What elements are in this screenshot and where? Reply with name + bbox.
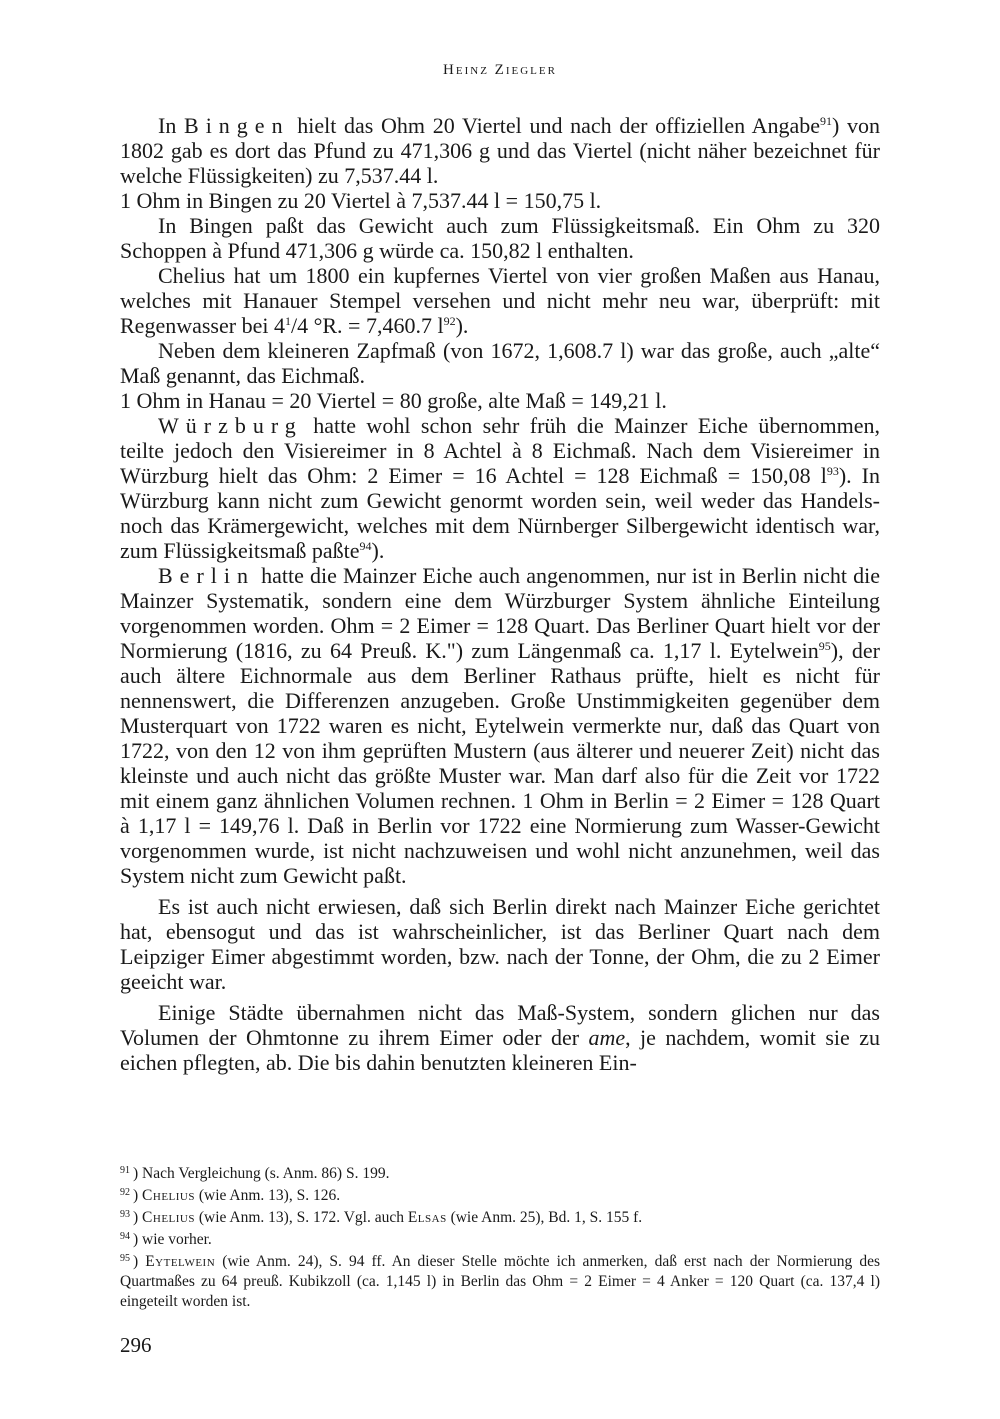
text-run: ). In Würzburg kann nicht zum Gewicht genormt worden sein, weil weder das Handels- noch das Krämergewicht, welches mit dem Nürnberger Silbergewicht identisch war, zum Flüssigkeitsmaß paßte (120, 463, 880, 563)
text-run: °R. = 7,460.7 l (308, 313, 444, 338)
text-run: , je nachdem, womit sie zu eichen pflegten, ab. Die bis dahin benutzten kleineren Ein- (120, 1025, 880, 1075)
paragraph-zapfmass: Neben dem kleineren Zapfmaß (von 1672, 1,608.7 l) war das große, auch „alte“ Maß genannt, das Eichmaß. (120, 338, 880, 388)
footnote-ref-95: 95 (818, 639, 831, 653)
text-run: Einige Städte übernahmen nicht das Maß-System, sondern glichen nur das Volumen der Ohmtonne zu ihrem Eimer oder der (120, 1000, 880, 1050)
paragraph-bingen-weight: In Bingen paßt das Gewicht auch zum Flüssigkeitsmaß. Ein Ohm zu 320 Schoppen à Pfund 471,306 g würde ca. 150,82 l enthalten. (120, 213, 880, 263)
text-run: ). (455, 313, 469, 338)
text-run: hielt das Ohm 20 Viertel und nach der offiziellen Angabe (289, 113, 820, 138)
footnote-author: Chelius (142, 1187, 195, 1204)
term-ame: ame (588, 1025, 626, 1050)
fraction-denominator: /4 (290, 313, 309, 338)
paragraph-bingen (120, 113, 880, 188)
footnote-93: $^{93}$ ) Chelius (wie Anm. 13), S. 172. Vgl. auch Elsas (wie Anm. 25), Bd. 1, S. 155 f. (120, 1209, 643, 1226)
text-run: ) von 1802 gab es dort das Pfund zu 471,306 g und das Viertel (nicht näher bezeichnet für welche Flüssigkeiten) zu 7,537.44 l. (120, 113, 881, 188)
footnote-author: Chelius (142, 1209, 195, 1226)
place-name-bingen: Bingen (184, 113, 290, 138)
paragraph-wuerzburg (120, 413, 880, 563)
footnote-text: (wie Anm. 13), S. 172. Vgl. auch (195, 1209, 408, 1226)
footnote-91 (120, 1164, 880, 1184)
footnotes (120, 1164, 880, 1314)
paragraph-berlin (120, 563, 880, 888)
text-run: In (158, 113, 185, 138)
paragraph-ohmtonne (120, 1000, 880, 1075)
footnote-author: Elsas (407, 1209, 447, 1226)
page-number: 296 (120, 1333, 152, 1357)
footnote-ref-93: 93 (826, 464, 839, 478)
footnote-ref-94: 94 (359, 539, 372, 553)
footnote-92: $^{92}$ ) Chelius (wie Anm. 13), S. 126. (120, 1187, 341, 1204)
footnote-ref-92: 92 (443, 314, 456, 328)
footnote-mark: 95 (120, 1253, 130, 1264)
footnote-text: (wie Anm. 13), S. 126. (195, 1187, 341, 1204)
footnote-text: (wie Anm. 24), S. 94 ff. An dieser Stelle möchte ich anmerken, daß erst nach der Normierung des Quartmaßes zu 64 preuß. Kubikzoll (ca. 1,145 l) in Berlin das Ohm = 2 Eimer = 4 Anker = 120 Quart (ca. 137,4 l) eingeteilt worden ist. (120, 1253, 880, 1310)
fraction-numerator: 1 (284, 314, 291, 328)
footnote-95: $^{95}$ ) Eytelwein (wie Anm. 24), S. 94 ff. An dieser Stelle möchte ich anmerken, daß erst nach der Normierung des Quartmaßes zu 64 preuß. Kubikzoll (ca. 1,145 l) in Berlin das Ohm = 2 Eimer = 4 Anker = 120 Quart (ca. 137,4 l) eingeteilt worden ist. (120, 1253, 880, 1310)
text-run: ), der auch ältere Eichnormale aus dem Berliner Rathaus prüfte, hielt es nicht für nennenswert, die Differenzen anzugeben. Große Unstimmigkeiten gegenüber dem Musterquart von 1722 waren es nicht, Eytelwein vermerkte nur, daß das Quart von 1722, von den 12 von ihm geprüften Mustern (aus älterer und neuerer Zeit) nicht das kleinste und auch nicht das größte Muster war. Man darf also für die Zeit vor 1722 mit einem ganz ähnlichen Volumen rechnen. 1 Ohm in Berlin = 2 Eimer = 128 Quart à 1,17 l = 149,76 l. Daß in Berlin vor 1722 eine Normierung zum Wasser-Gewicht vorgenommen wurde, ist nicht nachzuweisen und wohl nicht anzunehmen, weil das System nicht zum Gewicht paßt. (120, 638, 880, 888)
body-text (120, 113, 880, 1075)
footnote-text: ) wie vorher. (133, 1231, 212, 1248)
footnote-mark: 91 (120, 1165, 130, 1176)
footnote-mark: 92 (120, 1187, 130, 1198)
place-name-wuerzburg: Würzburg (158, 413, 303, 438)
footnote-text: (wie Anm. 25), Bd. 1, S. 155 f. (446, 1209, 643, 1226)
paragraph-bingen-ohm: 1 Ohm in Bingen zu 20 Viertel à 7,537.44 l = 150,75 l. (120, 188, 602, 213)
text-run: hatte die Mainzer Eiche auch angenommen, nur ist in Berlin nicht die Mainzer Systematik, sondern eine dem Würzburger System ähnliche Einteilung vorgenommen worden. Ohm = 2 Eimer = 128 Quart. Das Berliner Quart hielt vor der Normierung (1816, zu 64 Preuß. K.") zum Längenmaß ca. 1,17 l. Eytelwein (120, 563, 880, 663)
place-name-berlin: Berlin (158, 563, 255, 588)
footnote-ref-91: 91 (820, 114, 832, 128)
footnote-mark: 94 (120, 1231, 130, 1242)
text-run: Chelius hat um 1800 ein kupfernes Viertel von vier großen Maßen aus Hanau, welches mit Hanauer Stempel versehen und nicht mehr neu war, überprüft: mit Regenwasser bei 4 (120, 263, 880, 338)
text-run: ). (371, 538, 385, 563)
paragraph-chelius (120, 263, 880, 338)
footnote-author: Eytelwein (145, 1253, 216, 1270)
footnote-text: ) Nach Vergleichung (s. Anm. 86) S. 199. (133, 1165, 390, 1182)
footnote-mark: 93 (120, 1209, 130, 1220)
footnote-94 (120, 1230, 880, 1250)
text-run: hatte wohl schon sehr früh die Mainzer Eiche übernommen, teilte jedoch den Visiereimer in 8 Achtel à 8 Eichmaß. Nach dem Visiereimer in Würzburg hielt das Ohm: 2 Eimer = 16 Achtel = 128 Eichmaß = 150,08 l (120, 413, 880, 488)
paragraph-hanau-ohm: 1 Ohm in Hanau = 20 Viertel = 80 große, alte Maß = 149,21 l. (120, 388, 667, 413)
running-head: Heinz Ziegler (443, 62, 557, 78)
paragraph-berlin-leipzig: Es ist auch nicht erwiesen, daß sich Berlin direkt nach Mainzer Eiche gerichtet hat, ebensogut und das ist wahrscheinlicher, ist das Berliner Quart nach dem Leipziger Eimer abgestimmt worden, bzw. nach der Tonne, der Ohm, die zu 2 Eimer geeicht war. (120, 894, 880, 994)
